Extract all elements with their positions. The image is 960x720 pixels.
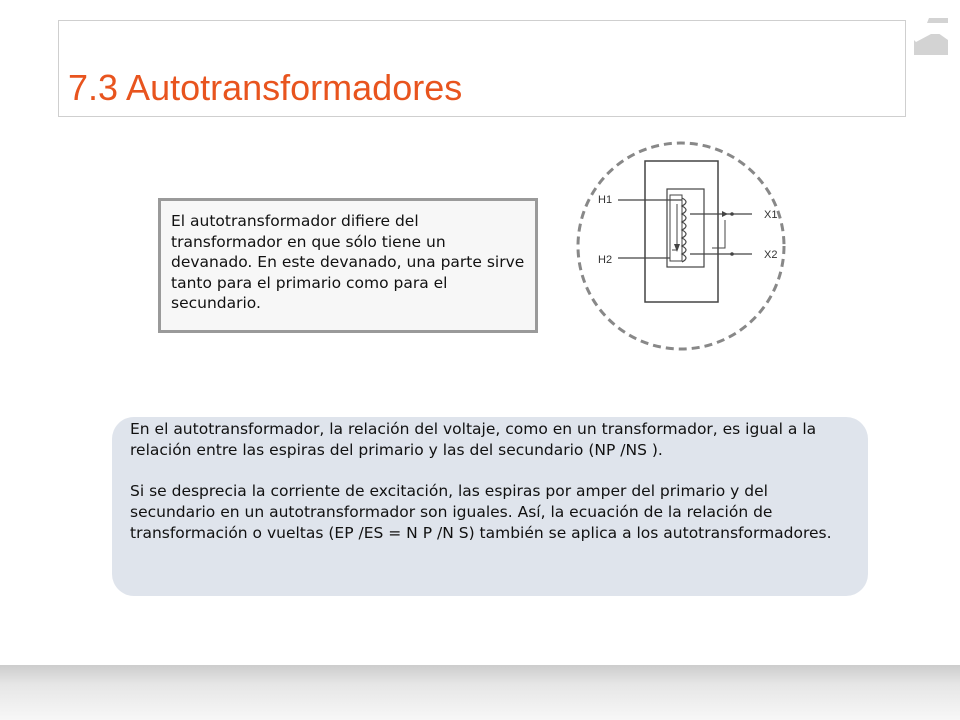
diagram-winding-column: [670, 195, 682, 261]
detail-paragraph-1: En el autotransformador, la relación del voltaje, como en un transformador, es igual a la relación entre las espiras del primario y las del secundario (NP /NS ).: [130, 420, 817, 459]
diagram-x1-arrow: [722, 211, 728, 217]
footer-bar: [0, 665, 960, 720]
detail-text-box: [112, 417, 868, 596]
diagram-label-h2: H2: [598, 254, 613, 266]
autotransformer-diagram: [572, 140, 790, 352]
page-title: 7.3 Autotransformadores: [68, 67, 463, 108]
diagram-label-h1: H1: [598, 194, 613, 206]
intro-text: El autotransformador difiere del transformador en que sólo tiene un devanado. En este devanado, una parte sirve tanto para el primario como para el secundario.: [171, 212, 525, 312]
intro-text-box: [158, 198, 538, 333]
diagram-label-x2: X2: [764, 249, 778, 261]
home-icon[interactable]: [913, 18, 949, 56]
detail-paragraph-2: Si se desprecia la corriente de excitación, las espiras por amper del primario y del secundario en un autotransformador son iguales. Así, la ecuación de la relación de transformación o vueltas (EP /ES = N P /N S) también se aplica a los autotransformadores.: [130, 482, 832, 542]
diagram-x2-node: [730, 252, 734, 256]
diagram-label-x1: X1: [764, 209, 778, 221]
diagram-x1-node: [730, 212, 734, 216]
